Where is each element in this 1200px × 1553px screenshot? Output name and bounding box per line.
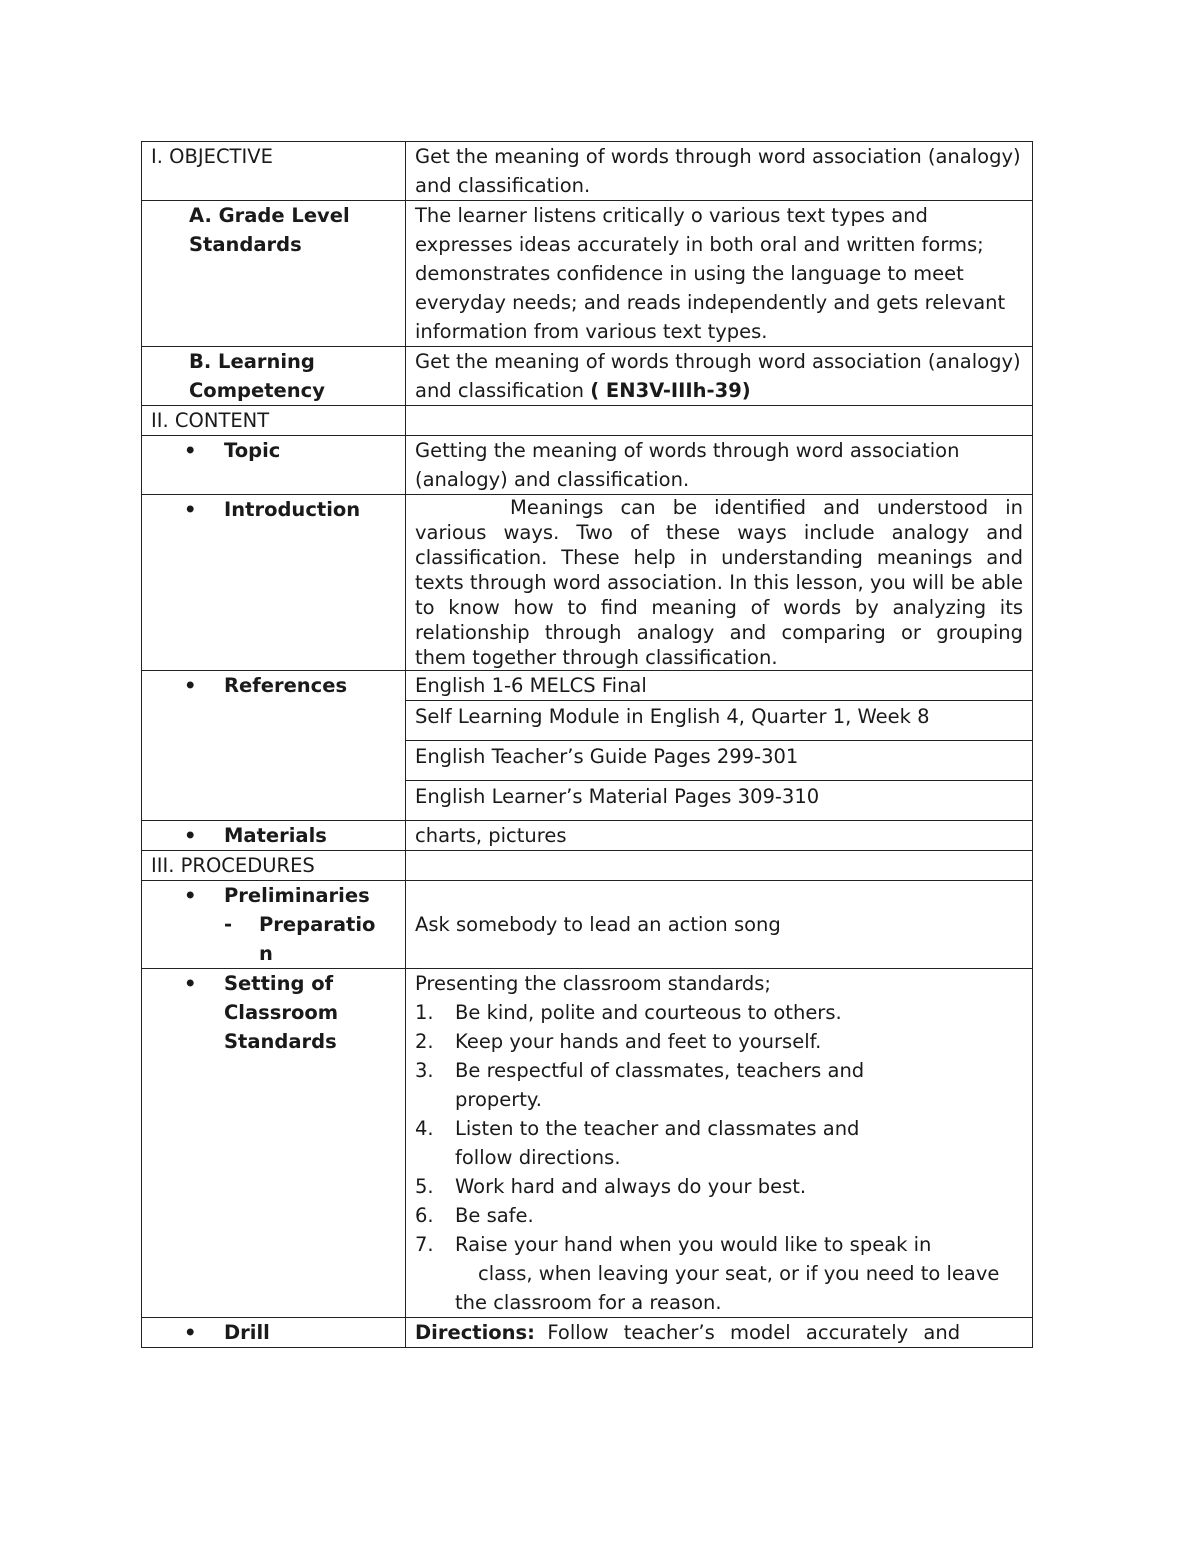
reference-item: English Teacher’s Guide Pages 299-301	[406, 741, 1032, 781]
standards-cell	[406, 969, 1033, 1318]
procedures-row	[142, 851, 1033, 881]
topic-label: • Topic	[142, 436, 406, 495]
preliminaries-row	[142, 881, 1033, 969]
references-row	[142, 671, 1033, 821]
standards-row	[142, 969, 1033, 1318]
competency-label: B. Learning Competency	[142, 347, 406, 406]
list-item: 5. Work hard and always do your best.	[415, 1175, 807, 1198]
objective-label: I. OBJECTIVE	[142, 142, 406, 201]
topic-row	[142, 436, 1033, 495]
procedures-empty-cell	[406, 851, 1033, 881]
competency-text: Get the meaning of words through word association (analogy) and classification	[415, 350, 1021, 402]
competency-code: ( EN3V-IIIh-39)	[590, 379, 751, 402]
drill-text: Follow teacher’s model accurately and	[547, 1321, 961, 1344]
grade-level-text: The learner listens critically o various text types and expresses ideas accurately in both oral and written forms; demonstrates confidence in using the language to meet everyday needs; and reads independently and gets relevant information from various text types.	[406, 201, 1033, 347]
references-cell	[406, 671, 1033, 821]
content-label: II. CONTENT	[142, 406, 406, 436]
materials-row	[142, 821, 1033, 851]
grade-level-row	[142, 201, 1033, 347]
introduction-row	[142, 495, 1033, 671]
materials-label: • Materials	[142, 821, 406, 851]
grade-level-label: A. Grade Level Standards	[142, 201, 406, 347]
competency-row	[142, 347, 1033, 406]
introduction-text: Meanings can be identified and understood in various ways. Two of these ways include analogy and classification. These help in understanding meanings and texts through word association. In this lesson, you will be able to know how to find meaning of words by analyzing its relationship through analogy and comparing or grouping them together through classification.	[415, 496, 1023, 669]
preparation-item	[224, 910, 396, 968]
topic-text: Getting the meaning of words through word association (analogy) and classification.	[406, 436, 1033, 495]
list-item: 2. Keep your hands and feet to yourself.	[415, 1030, 822, 1053]
preliminaries-cell	[142, 881, 406, 969]
introduction-cell	[406, 495, 1033, 671]
list-item: 1. Be kind, polite and courteous to others.	[415, 1001, 842, 1024]
standards-intro: Presenting the classroom standards;	[415, 972, 771, 995]
introduction-label: • Introduction	[142, 495, 406, 671]
list-item: 7. Raise your hand when you would like to speak in	[415, 1233, 932, 1256]
standards-label: • Setting of Classroom Standards	[142, 969, 406, 1318]
objective-text: Get the meaning of words through word association (analogy) and classification.	[406, 142, 1033, 201]
standards-list	[415, 998, 1023, 1259]
list-item: 3. Be respectful of classmates, teachers and property.	[415, 1059, 865, 1111]
materials-text: charts, pictures	[406, 821, 1033, 851]
preparation-label: Preparation	[259, 913, 376, 965]
lesson-plan-table	[141, 141, 1033, 1348]
standards-item7-end: the classroom for a reason.	[455, 1291, 722, 1314]
reference-item: Self Learning Module in English 4, Quarter 1, Week 8	[406, 701, 1032, 741]
standards-item7-continuation: class, when leaving your seat, or if you need to leave	[478, 1262, 1000, 1285]
competency-cell	[406, 347, 1033, 406]
preparation-dash: -	[224, 913, 233, 936]
list-item: 6. Be safe.	[415, 1204, 534, 1227]
reference-item: English 1-6 MELCS Final	[406, 671, 1032, 701]
content-empty-cell	[406, 406, 1033, 436]
content-row	[142, 406, 1033, 436]
references-label: • References	[142, 671, 406, 821]
drill-cell	[406, 1318, 1033, 1348]
objective-row	[142, 142, 1033, 201]
drill-directions-label: Directions:	[415, 1321, 535, 1344]
drill-row	[142, 1318, 1033, 1348]
drill-label: • Drill	[142, 1318, 406, 1348]
list-item: 4. Listen to the teacher and classmates and follow directions.	[415, 1117, 860, 1169]
reference-item: English Learner’s Material Pages 309-310	[415, 785, 820, 808]
preliminaries-label: • Preliminaries	[224, 884, 370, 907]
procedures-label: III. PROCEDURES	[142, 851, 406, 881]
preliminaries-text: Ask somebody to lead an action song	[406, 881, 1033, 969]
